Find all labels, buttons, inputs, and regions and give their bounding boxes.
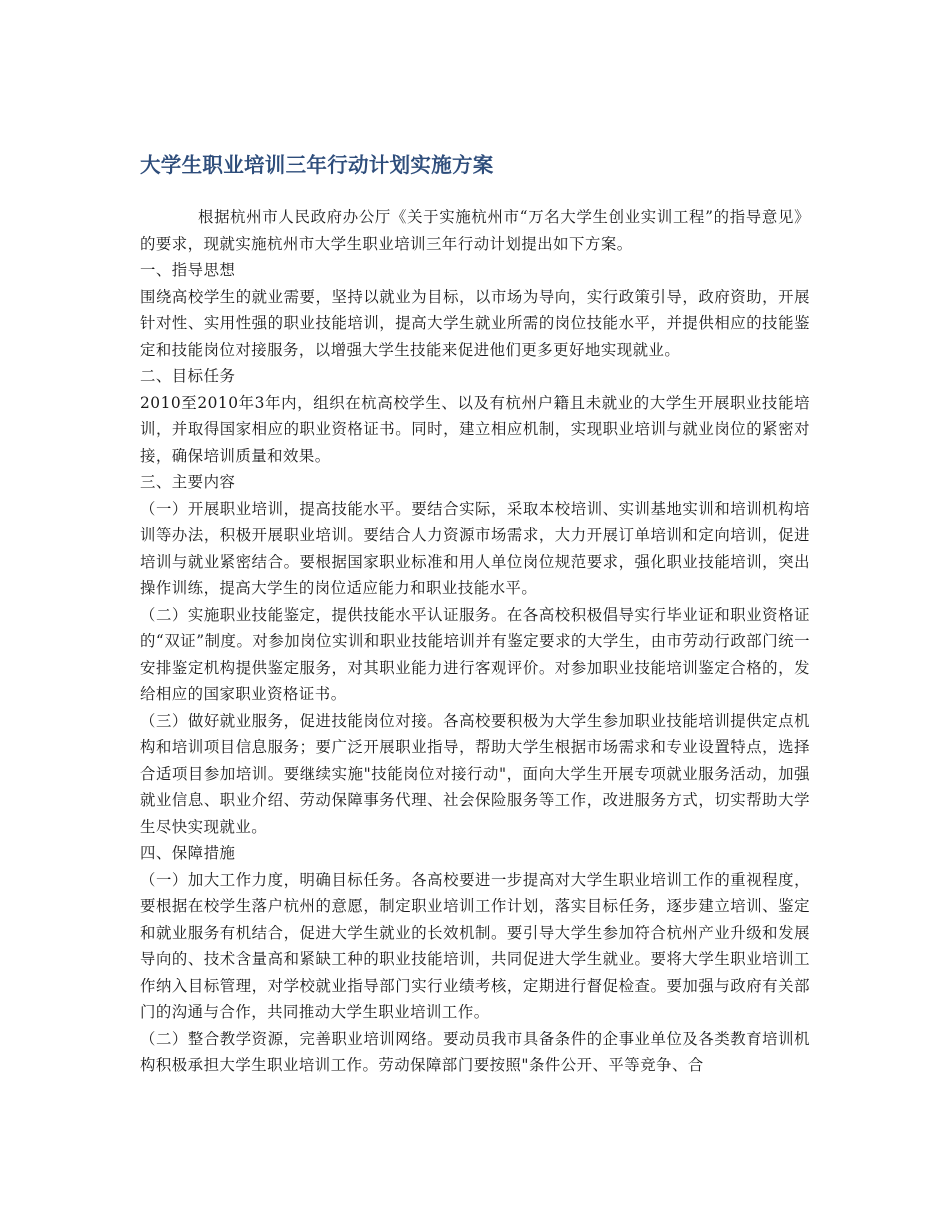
- paragraph-guiding-ideology: 围绕高校学生的就业需要，坚持以就业为目标，以市场为导向，实行政策引导，政府资助，开展针对性、实用性强的职业技能培训，提高大学生就业所需的岗位技能水平，并提供相应的技能鉴定和技能岗位对接服务，以增强大学生技能来促进他们更多更好地实现就业。: [140, 287, 810, 359]
- section-heading-goals: 二、目标任务: [140, 367, 236, 385]
- paragraph-main-content-3: （三）做好就业服务，促进技能岗位对接。各高校要积极为大学生参加职业技能培训提供定点机构和培训项目信息服务；要广泛开展职业指导，帮助大学生根据市场需求和专业设置特点，选择合适项目参加培训。要继续实施"技能岗位对接行动"，面向大学生开展专项就业服务活动，加强就业信息、职业介绍、劳动保障事务代理、社会保险服务等工作，改进服务方式，切实帮助大学生尽快实现就业。: [140, 711, 810, 836]
- document-title: 大学生职业培训三年行动计划实施方案: [140, 153, 494, 177]
- paragraph-safeguards-1: （一）加大工作力度，明确目标任务。各高校要进一步提高对大学生职业培训工作的重视程度，要根据在校学生落户杭州的意愿，制定职业培训工作计划，落实目标任务，逐步建立培训、鉴定和就业服务有机结合，促进大学生就业的长效机制。要引导大学生参加符合杭州产业升级和发展导向的、技术含量高和紧缺工种的职业技能培训，共同促进大学生就业。要将大学生职业培训工作纳入目标管理，对学校就业指导部门实行业绩考核，定期进行督促检查。要加强与政府有关部门的沟通与合作，共同推动大学生职业培训工作。: [140, 870, 810, 1021]
- document-body: [140, 204, 810, 1079]
- paragraph-safeguards-2: （二）整合教学资源，完善职业培训网络。要动员我市具备条件的企事业单位及各类教育培训机构积极承担大学生职业培训工作。劳动保障部门要按照"条件公开、平等竞争、合: [140, 1029, 810, 1074]
- section-heading-safeguards: 四、保障措施: [140, 844, 236, 862]
- paragraph-main-content-2: （二）实施职业技能鉴定，提供技能水平认证服务。在各高校积极倡导实行毕业证和职业资格证的“双证”制度。对参加岗位实训和职业技能培训并有鉴定要求的大学生，由市劳动行政部门统一安排鉴定机构提供鉴定服务，对其职业能力进行客观评价。对参加职业技能培训鉴定合格的，发给相应的国家职业资格证书。: [140, 605, 810, 703]
- intro-paragraph: 根据杭州市人民政府办公厅《关于实施杭州市“万名大学生创业实训工程”的指导意见》的要求，现就实施杭州市大学生职业培训三年行动计划提出如下方案。: [140, 208, 810, 253]
- paragraph-goals: 2010至2010年3年内，组织在杭高校学生、以及有杭州户籍且未就业的大学生开展职业技能培训，并取得国家相应的职业资格证书。同时，建立相应机制，实现职业培训与就业岗位的紧密对接，确保培训质量和效果。: [140, 393, 810, 465]
- section-heading-main-content: 三、主要内容: [140, 473, 236, 491]
- document-page: [140, 148, 810, 1079]
- paragraph-main-content-1: （一）开展职业培训，提高技能水平。要结合实际，采取本校培训、实训基地实训和培训机构培训等办法，积极开展职业培训。要结合人力资源市场需求，大力开展订单培训和定向培训，促进培训与就业紧密结合。要根据国家职业标准和用人单位岗位规范要求，强化职业技能培训，突出操作训练，提高大学生的岗位适应能力和职业技能水平。: [140, 499, 810, 597]
- section-heading-guiding-ideology: 一、指导思想: [140, 261, 236, 279]
